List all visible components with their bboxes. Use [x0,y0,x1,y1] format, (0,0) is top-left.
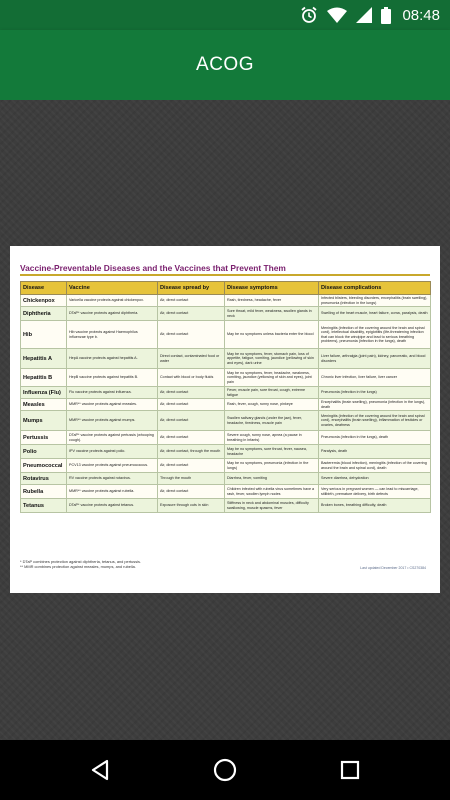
column-header: Disease spread by [158,282,225,295]
document-page[interactable] [10,246,440,593]
table-row [21,459,431,473]
disease-cell: Hepatitis B [21,369,67,387]
column-header: Disease complications [319,282,431,295]
spread-cell: Air, direct contact [158,411,225,431]
column-header: Vaccine [67,282,158,295]
symptoms-cell: May be no symptoms, pneumonia (infection in the lungs) [225,459,319,473]
spread-cell: Air, direct contact, through the mouth [158,445,225,459]
status-bar [0,0,450,30]
symptoms-cell: Stiffness in neck and abdominal muscles, difficulty swallowing, muscle spasms, fever [225,499,319,513]
document-title: Vaccine-Preventable Diseases and the Vaccines that Prevent Them [20,263,286,273]
complications-cell: Broken bones, breathing difficulty, death [319,499,431,513]
back-button[interactable] [84,754,116,786]
disease-cell: Hepatitis A [21,349,67,369]
complications-cell: Meningitis (infection of the covering around the brain and spinal cord), intellectual disability, epiglottitis (life-threatening infection that can block the windpipe and lead to serious breathing problems), pneumonia (infection in the lungs), death [319,321,431,349]
table-row [21,307,431,321]
table-row [21,387,431,399]
disease-cell: Influenza (Flu) [21,387,67,399]
symptoms-cell: Diarrhea, fever, vomiting [225,473,319,485]
disease-cell: Rotavirus [21,473,67,485]
vaccine-cell: IPV vaccine protects against polio. [67,445,158,459]
vaccine-cell: DTaP* vaccine protects against tetanus. [67,499,158,513]
table-row [21,499,431,513]
vaccine-cell: HepA vaccine protects against hepatitis A. [67,349,158,369]
table-row [21,321,431,349]
home-button[interactable] [209,754,241,786]
table-row [21,485,431,499]
recents-button[interactable] [334,754,366,786]
vaccine-cell: Varicella vaccine protects against chickenpox. [67,295,158,307]
spread-cell: Air, direct contact [158,485,225,499]
spread-cell: Air, direct contact [158,431,225,445]
spread-cell: Air, direct contact [158,399,225,411]
complications-cell: Very serious in pregnant women — can lead to miscarriage, stillbirth, premature delivery, birth defects [319,485,431,499]
vaccine-cell: Hib vaccine protects against Haemophilus influenzae type b. [67,321,158,349]
table-row [21,431,431,445]
complications-cell: Infected blisters, bleeding disorders, encephalitis (brain swelling), pneumonia (infection in the lungs) [319,295,431,307]
disease-cell: Pneumococcal [21,459,67,473]
navigation-bar [0,740,450,800]
complications-cell: Liver failure, arthralgia (joint pain), kidney, pancreatic, and blood disorders [319,349,431,369]
vaccine-cell: DTaP* vaccine protects against diphtheria. [67,307,158,321]
symptoms-cell: Swollen salivary glands (under the jaw), fever, headache, tiredness, muscle pain [225,411,319,431]
symptoms-cell: Rash, tiredness, headache, fever [225,295,319,307]
spread-cell: Air, direct contact [158,459,225,473]
disease-cell: Tetanus [21,499,67,513]
table-row [21,399,431,411]
vaccine-cell: MMR** vaccine protects against mumps. [67,411,158,431]
symptoms-cell: May be no symptoms, sore throat, fever, nausea, headache [225,445,319,459]
recents-icon [339,759,361,781]
table-body [21,295,431,513]
status-icons [300,0,440,30]
table-row [21,473,431,485]
spread-cell: Direct contact, contaminated food or water [158,349,225,369]
back-icon [88,758,112,782]
column-header: Disease symptoms [225,282,319,295]
alarm-icon [300,6,318,24]
spread-cell: Air, direct contact [158,387,225,399]
vaccine-cell: MMR** vaccine protects against measles. [67,399,158,411]
disease-cell: Pertussis [21,431,67,445]
symptoms-cell: Children infected with rubella virus sometimes have a rash, fever, swollen lymph nodes [225,485,319,499]
table-row [21,411,431,431]
battery-icon [381,7,391,24]
footnotes [20,559,141,569]
footnote: ** MMR combines protection against measles, mumps, and rubella. [20,564,136,570]
disease-cell: Hib [21,321,67,349]
spread-cell: Through the mouth [158,473,225,485]
table-header-row [21,282,431,295]
column-header: Disease [21,282,67,295]
title-divider [20,274,430,276]
complications-cell: Severe diarrhea, dehydration [319,473,431,485]
complications-cell: Paralysis, death [319,445,431,459]
disease-cell: Chickenpox [21,295,67,307]
app-bar [0,30,450,100]
symptoms-cell: May be no symptoms, fever, headache, weakness, vomiting, jaundice (yellowing of skin and eyes), joint pain [225,369,319,387]
last-updated: Last updated December 2017 • CS270384 [360,566,426,570]
disease-cell: Polio [21,445,67,459]
vaccine-cell: MMR** vaccine protects against rubella. [67,485,158,499]
signal-icon [356,7,372,23]
vaccine-cell: RV vaccine protects against rotavirus. [67,473,158,485]
complications-cell: Pneumonia (infection in the lungs), death [319,431,431,445]
table-row [21,349,431,369]
app-title: ACOG [196,54,254,75]
clock: 08:48 [402,6,440,24]
symptoms-cell: Rash, fever, cough, runny nose, pinkeye [225,399,319,411]
home-icon [212,757,238,783]
complications-cell: Chronic liver infection, liver failure, liver cancer [319,369,431,387]
footnote: * DTaP combines protection against diphtheria, tetanus, and pertussis. [20,559,142,564]
symptoms-cell: Fever, muscle pain, sore throat, cough, extreme fatigue [225,387,319,399]
symptoms-cell: May be no symptoms unless bacteria enter the blood [225,321,319,349]
disease-cell: Mumps [21,411,67,431]
document-viewer[interactable] [0,100,450,740]
vaccine-cell: HepB vaccine protects against hepatitis B. [67,369,158,387]
complications-cell: Swelling of the heart muscle, heart failure, coma, paralysis, death [319,307,431,321]
table-row [21,295,431,307]
disease-cell: Measles [21,399,67,411]
spread-cell: Contact with blood or body fluids [158,369,225,387]
symptoms-cell: May be no symptoms, fever, stomach pain, loss of appetite, fatigue, vomiting, jaundice (yellowing of skin and eyes), dark urine [225,349,319,369]
spread-cell: Exposure through cuts in skin [158,499,225,513]
spread-cell: Air, direct contact [158,307,225,321]
spread-cell: Air, direct contact [158,295,225,307]
complications-cell: Pneumonia (infection in the lungs) [319,387,431,399]
complications-cell: Meningitis (infection of the covering around the brain and spinal cord), encephalitis (brain swelling), inflammation of testicles or ovaries, deafness [319,411,431,431]
disease-cell: Rubella [21,485,67,499]
table-row [21,369,431,387]
table-row [21,445,431,459]
symptoms-cell: Sore throat, mild fever, weakness, swollen glands in neck [225,307,319,321]
spread-cell: Air, direct contact [158,321,225,349]
symptoms-cell: Severe cough, runny nose, apnea (a pause in breathing in infants) [225,431,319,445]
wifi-icon [327,7,347,23]
complications-cell: Encephalitis (brain swelling), pneumonia (infection in the lungs), death [319,399,431,411]
vaccine-cell: DTaP* vaccine protects against pertussis (whooping cough). [67,431,158,445]
vaccine-table [20,281,431,513]
vaccine-cell: Flu vaccine protects against influenza. [67,387,158,399]
vaccine-cell: PCV13 vaccine protects against pneumococcus. [67,459,158,473]
disease-cell: Diphtheria [21,307,67,321]
complications-cell: Bacteremia (blood infection), meningitis (infection of the covering around the brain and spinal cord), death [319,459,431,473]
